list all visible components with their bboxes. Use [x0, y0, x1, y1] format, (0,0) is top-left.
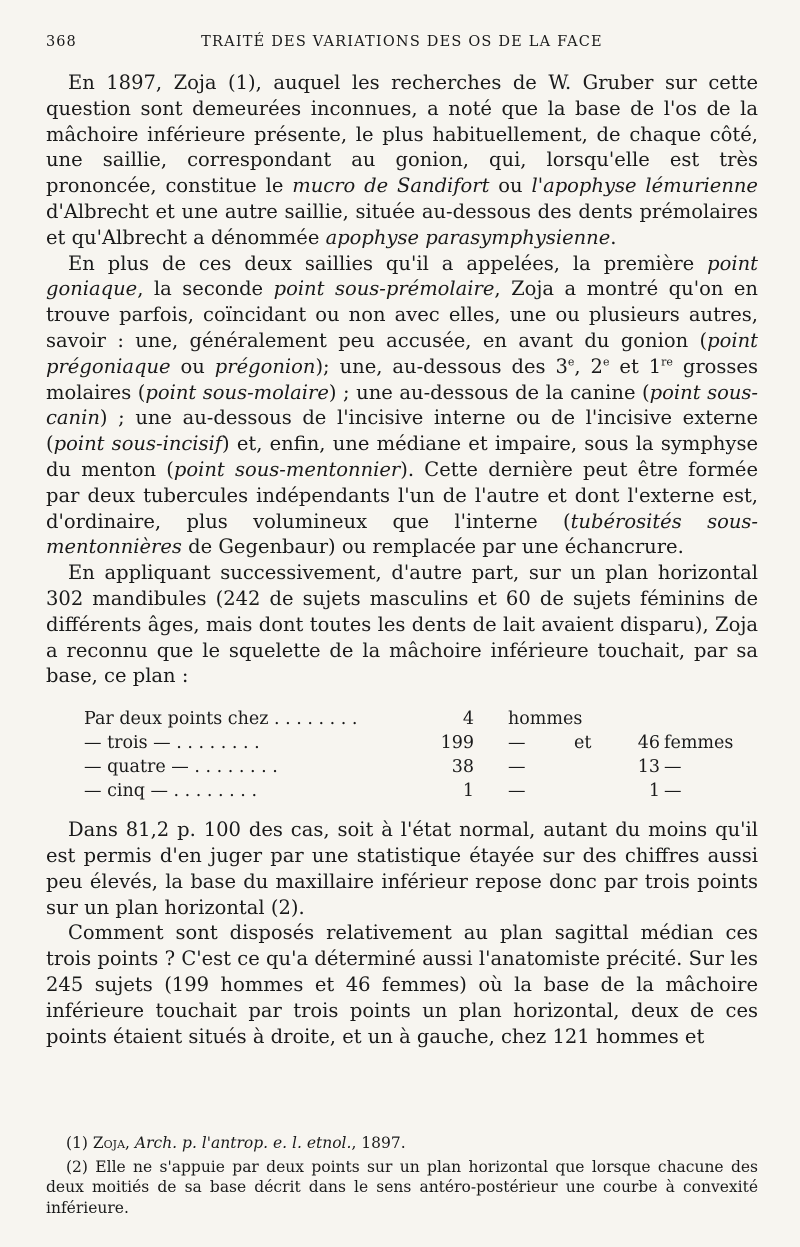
running-header	[46, 34, 758, 56]
page-number: 368	[46, 34, 77, 50]
footnotes	[46, 1133, 758, 1221]
footnote-2: (2) Elle ne s'appuie par deux points sur un plan horizontal que lorsque chacune des deux moitiés de sa base décrit dans le sens antéro-postérieur une courbe à convexité inférieure.	[46, 1157, 758, 1217]
table-row: — quatre — . . . . . . . . 38 — 13 —	[84, 757, 682, 778]
running-title: TRAITÉ DES VARIATIONS DES OS DE LA FACE	[201, 34, 603, 50]
table-row: — trois — . . . . . . . . 199 — et 46 femmes	[84, 733, 734, 754]
table-row: — cinq — . . . . . . . . 1 — 1 —	[84, 781, 682, 802]
paragraph-2: En plus de ces deux saillies qu'il a appelées, la première point goniaque, la seconde point sous-prémolaire, Zoja a montré qu'on en trouve parfois, coïncidant ou non avec elles, une ou plusieurs autres, savoir : une, généralement peu accusée, en avant du gonion (point prégoniaque ou prégonion); une, au-dessous des 3e, 2e et 1re grosses molaires (point sous-molaire) ; une au-dessous de la canine (point sous-canin) ; une au-dessous de l'incisive interne ou de l'incisive externe (point sous-incisif) et, enfin, une médiane et impaire, sous la symphyse du menton (point sous-mentonnier). Cette dernière peut être formée par deux tubercules indépendants l'un de l'autre et dont l'externe est, d'ordinaire, plus volumineux que l'interne (tubérosités sous-mentonnières de Gegenbaur) ou remplacée par une échancrure.	[46, 251, 758, 559]
paragraph-4: Dans 81,2 p. 100 des cas, soit à l'état normal, autant du moins qu'il est permis d'en juger par une statistique étayée sur des chiffres aussi peu élevés, la base du maxillaire inférieur repose donc par trois points sur un plan horizontal (2).	[46, 818, 758, 919]
paragraph-5: Comment sont disposés relativement au plan sagittal médian ces trois points ? C'est ce qu'a déterminé aussi l'anatomiste précité. Sur les 245 sujets (199 hommes et 46 femmes) où la base de la mâchoire inférieure touchait par trois points un plan horizontal, deux de ces points étaient situés à droite, et un à gauche, chez 121 hommes et	[46, 921, 758, 1048]
footnote-1: (1) Zoja, Arch. p. l'antrop. e. l. etnol., 1897.	[66, 1134, 406, 1152]
main-text	[46, 70, 758, 1049]
paragraph-3: En appliquant successivement, d'autre part, sur un plan horizontal 302 mandibules (242 de sujets masculins et 60 de sujets féminins de différents âges, mais dont toutes les dents de lait avaient disparu), Zoja a reconnu que le squelette de la mâchoire inférieure touchait, par sa base, ce plan :	[46, 561, 758, 688]
statistics-table	[84, 707, 758, 803]
table-row: Par deux points chez . . . . . . . . 4 hommes	[84, 709, 583, 730]
paragraph-1: En 1897, Zoja (1), auquel les recherches de W. Gruber sur cette question sont demeurées inconnues, a noté que la base de l'os de la mâchoire inférieure présente, le plus habituellement, de chaque côté, une saillie, correspondant au gonion, qui, lorsqu'elle est très prononcée, constitue le mucro de Sandifort ou l'apophyse lémurienne d'Albrecht et une autre saillie, située au-dessous des dents prémolaires et qu'Albrecht a dénommée apophyse parasymphysienne.	[46, 71, 758, 249]
